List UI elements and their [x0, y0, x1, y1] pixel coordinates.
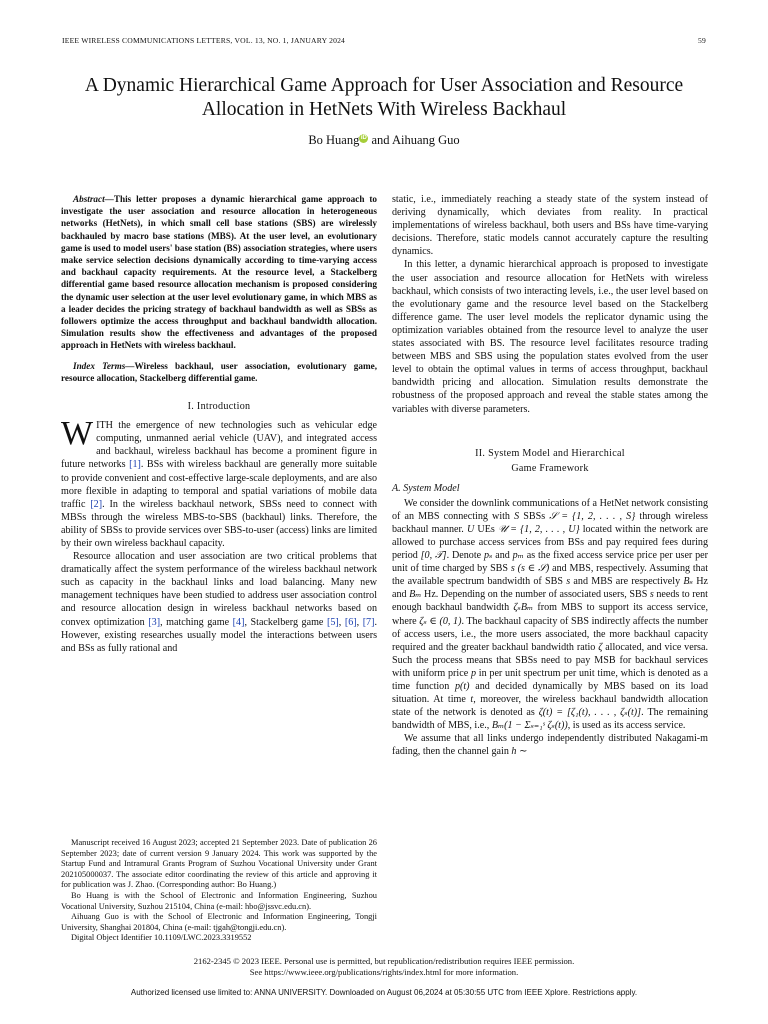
text-run: as the fixed access service price per user per unit of time charged by SBS — [392, 550, 709, 575]
footnote-paragraph: Manuscript received 16 August 2023; accepted 21 September 2023. Date of publication 26 September 2023; date of current version 9 January 2024. This work was supported by the Startup Fund and Intramural Grants Program of Suzhou Vocational University under Grant 202105000037. The associate editor coordinating the review of this article and approving it for publication was J. Zhao. (Corresponding author: Bo Huang.) — [61, 838, 377, 890]
math: pₘ — [512, 550, 524, 562]
math: p(t) — [454, 681, 470, 692]
math: p — [470, 667, 476, 679]
text-run: . The remaining bandwidth of MBS, i.e., — [392, 707, 709, 732]
abstract — [61, 193, 377, 352]
math: 𝒰 = {1, 2, . . . , U} — [497, 523, 580, 535]
text-run: from MBS to support its access service, where — [392, 602, 708, 627]
text-run: , — [338, 616, 345, 628]
text-run: . However, existing researches usually model the interactions between users and BSs as fully rational and — [61, 616, 377, 654]
citation-link[interactable]: [7] — [362, 616, 375, 628]
text-run: through wireless backhaul manner. — [392, 510, 708, 535]
text-run: . The backhaul capacity of SBS indirectly affects the number of access users, i.e., the more users associated, the more backhaul capacity required and the greater backhaul bandwidth ratio — [392, 615, 708, 653]
heading-line: II. System Model and Hierarchical — [475, 447, 625, 459]
math: Bₛ — [683, 576, 693, 588]
text-run: ∼ — [516, 746, 528, 758]
math: (s ∈ 𝒮) — [517, 563, 550, 575]
text-run: and decided dynamically by MBS based on its load situation. At time — [392, 681, 709, 706]
author-name: Bo Huang — [308, 133, 360, 147]
math: pₛ — [483, 550, 493, 562]
math: Bₘ(1 − Σₛ₌₁ˢ ζₛ(t)) — [491, 720, 568, 732]
math: ζ(t) = [ζ₁(t), . . . , ζₛ(t)] — [538, 707, 642, 719]
subsection-heading: A. System Model — [392, 482, 460, 494]
math: Bₘ — [409, 589, 422, 601]
text-run: SBSs — [519, 510, 550, 522]
copyright-line: See https://www.ieee.org/publications/rights/index.html for more information. — [249, 967, 519, 978]
math: 𝒮 = {1, 2, . . . , S} — [549, 510, 636, 522]
math: ζₛBₘ — [513, 602, 534, 614]
author-name: Aihuang Guo — [391, 133, 460, 147]
math: t — [470, 694, 474, 706]
footnote-paragraph: Aihuang Guo is with the School of Electronic and Information Engineering, Tongji University, Shanghai 201804, China (e-mail: tjgah@tongji.edu.cn). — [61, 912, 377, 932]
paper-title: A Dynamic Hierarchical Game Approach for User Association and Resource Allocation in HetNets With Wireless Backhaul — [84, 75, 684, 120]
text-run: , matching game — [160, 616, 233, 628]
author-connector: and — [371, 133, 390, 147]
heading-line: Game Framework — [511, 462, 589, 474]
text-run: and MBS, respectively. Assuming that the available spectrum bandwidth of SBS — [392, 563, 709, 588]
math: [0, 𝒯] — [420, 550, 447, 562]
abstract-text: This letter proposes a dynamic hierarchical game approach to investigate the user association and resource allocation in heterogeneous networks (HetNets), in which small cell base stations (SBS) are wirelessly backhauled by macro base stations (MBS). At the user level, an evolutionary game is used to model users' base station (BS) association strategies, where users make service selection decisions dynamically according to time-varying access and backhaul capacity requirements. At the resource level, a Stackelberg differential game based resource allocation mechanism is proposed considering the dynamic user selection at the user level evolutionary game, in which MBS as a leader decides the pricing strategy of backhaul bandwidth as well as SBSs as followers optimize the access throughput and backhaul bandwidth allocation. Simulation results show the effectiveness and advantages of the proposed approach in HetNets with wireless backhaul. — [61, 194, 377, 351]
intro-paragraph: In this letter, a dynamic hierarchical approach is proposed to investigate the user association and resource allocation for HetNets with wireless backhaul, which consists of two interacting levels, i.e., the user level based on the evolutionary game and the resource level based on the Stackelberg difference game. The user level models the replicator dynamic using the optimization variables obtained from the resource level to analyze the user states associated with BS. The resource level facilitates resource trading between MBS and SBS using the population states evolved from the user level to obtain the optimal values in terms of access throughput, backhaul bandwidth pricing and allocation. Simulation results demonstrate the robustness of the proposed approach and reveal the stable states among the variables with diverse parameters. — [392, 259, 708, 415]
math: U — [466, 523, 475, 535]
math: s — [566, 576, 571, 588]
math: S — [514, 510, 520, 522]
citation-link[interactable]: [1] — [129, 459, 141, 471]
math: h — [511, 746, 517, 758]
body-paragraph — [392, 732, 708, 758]
text-run: Hz. Depending on the number of associated users, SBS — [421, 589, 650, 601]
text-run: , — [356, 616, 363, 628]
math: ζₛ ∈ (0, 1) — [419, 615, 462, 627]
section-heading: I. Introduction — [187, 401, 251, 413]
index-terms — [61, 360, 377, 384]
math: s — [649, 589, 654, 601]
text-run: Hz and — [392, 576, 708, 601]
copyright-line: 2162-2345 © 2023 IEEE. Personal use is permitted, but republication/redistribution requires IEEE permission. — [193, 956, 575, 966]
citation-link[interactable]: [5] — [326, 616, 339, 628]
text-run: and MBS are respectively — [570, 576, 684, 588]
citation-link[interactable]: [3] — [148, 616, 161, 628]
intro-paragraph — [61, 415, 377, 550]
text-run: We consider the downlink communications of a HetNet network consisting of an MBS connecting with — [392, 497, 708, 522]
authorized-use-notice: Authorized licensed use limited to: ANNA UNIVERSITY. Downloaded on August 06,2024 at 05:30:55 UTC from IEEE Xplore. Restrictions apply. — [130, 988, 638, 997]
text-run: . BSs with wireless backhaul are generally more suitable to provide convenient and cost-effective large-scale deployments, and are also more flexible in adapting to temporal and spatial variations of mobile data traffic — [61, 459, 377, 510]
page-number: 59 — [698, 36, 706, 45]
text-run: needs to rent enough backhaul bandwidth — [392, 589, 708, 614]
intro-paragraph — [61, 550, 377, 655]
right-column — [392, 193, 708, 759]
orcid-icon[interactable]: iD — [360, 134, 367, 141]
abstract-label: Abstract— — [73, 194, 114, 204]
footnote-paragraph: Digital Object Identifier 10.1109/LWC.2023.3319552 — [71, 933, 252, 943]
footnote-paragraph: Bo Huang is with the School of Electronic and Information Engineering, Suzhou Vocational University, Suzhou 215104, China (e-mail: hbo@jssvc.edu.cn). — [61, 890, 377, 911]
text-run: UEs — [474, 523, 498, 535]
text-run: . In the wireless backhaul network, SBSs need to connect with MBSs through the wireless MBS-to-SBS (backhaul) links. Therefore, the ability of SBSs to provide services over SBS-to-user (access) links are limited by their own wireless backhaul capacity. — [61, 498, 377, 549]
running-header — [62, 36, 706, 45]
copyright-notice — [0, 956, 768, 979]
math: ζ — [598, 641, 603, 653]
index-terms-label: Index Terms— — [73, 360, 135, 371]
left-column — [61, 193, 377, 655]
text-run: , Stackelberg game — [244, 616, 327, 628]
drop-cap: W — [61, 415, 94, 453]
section-heading — [392, 446, 708, 476]
intro-paragraph: static, i.e., immediately reaching a steady state of the system instead of deriving dynamically, which deviates from reality. In practical implementations of wireless backhaul, both users and BSs have time-varying decisions. Therefore, static models cannot accurately capture the resulting dynamics. — [392, 194, 708, 258]
citation-link[interactable]: [2] — [90, 498, 103, 510]
body-paragraph — [392, 497, 708, 733]
math: s — [510, 563, 515, 575]
text-run: located within the network are allowed to purchase access services from BSs and pay required fees during period — [392, 523, 709, 562]
text-run: Resource allocation and user association are two critical problems that dramatically affect the system performance of the wireless backhaul network such as capacity in the backhaul links and load balancing. Many new management techniques have been studied to address user association control and resource allocation design in wireless backhaul networks based on convex optimization — [61, 551, 377, 628]
index-terms-text: Wireless backhaul, user association, evolutionary game, resource allocation, Stackelberg differential game. — [61, 360, 377, 383]
text-run: ITH the emergence of new technologies such as vehicular edge computing, unmanned aerial vehicle (UAV), and integrated access and backhaul, wireless backhaul has become a prominent figure in future networks — [61, 420, 377, 471]
author-line — [0, 133, 768, 148]
text-run: and — [492, 550, 513, 562]
journal-name: IEEE WIRELESS COMMUNICATIONS LETTERS, VOL. 13, NO. 1, JANUARY 2024 — [62, 36, 346, 45]
text-run: We assume that all links undergo independently distributed Nakagami-m fading, then the channel gain — [392, 733, 708, 758]
text-run: in per unit spectrum per unit time, which is denoted as a time function — [392, 667, 708, 692]
text-run: , moreover, the wireless backhaul bandwidth allocation state of the network is denoted as — [392, 694, 708, 719]
citation-link[interactable]: [6] — [344, 616, 357, 628]
text-run: , is used as its access service. — [567, 720, 686, 732]
text-run: . Denote — [446, 550, 484, 562]
text-run: allocated, and vice versa. Such the process means that SBSs need to pay MSB for backhaul services with uniform price — [392, 641, 708, 679]
footnote — [61, 838, 377, 944]
citation-link[interactable]: [4] — [232, 616, 245, 628]
